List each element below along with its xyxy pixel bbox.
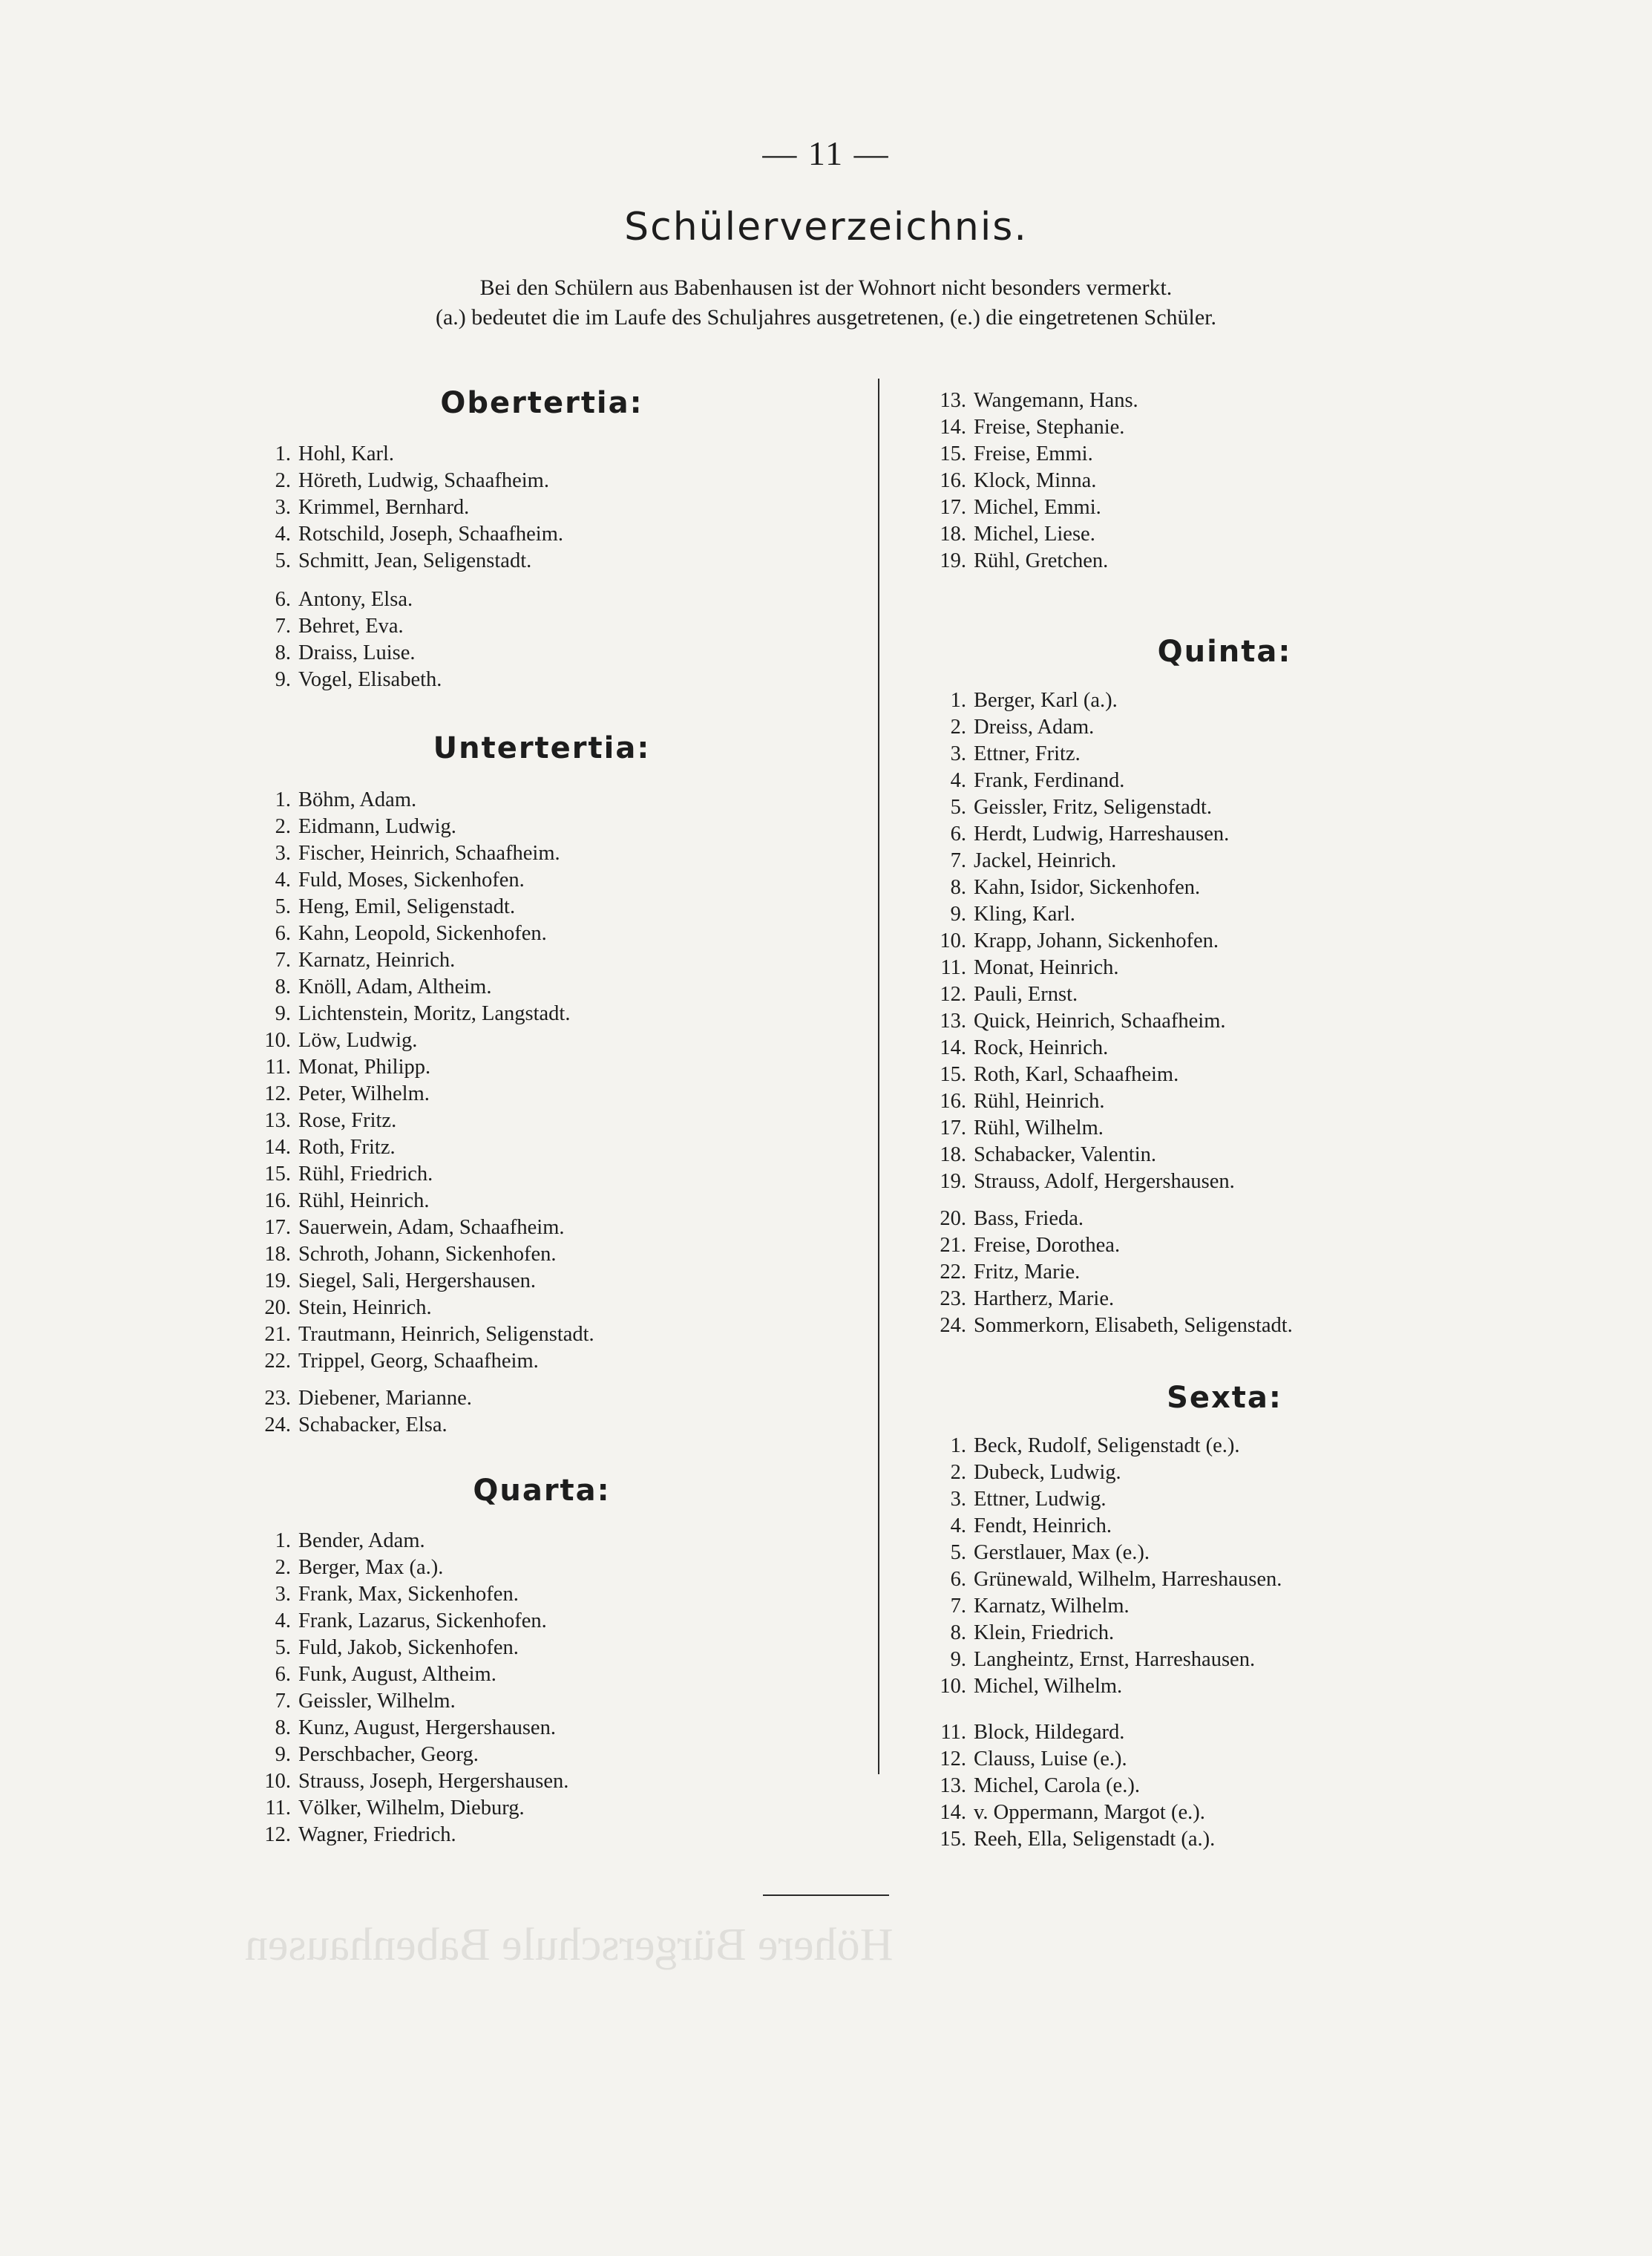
list-obertertia-boys bbox=[245, 441, 563, 575]
student-name: Knöll, Adam, Altheim. bbox=[298, 975, 492, 998]
entry-number: 4. bbox=[275, 869, 291, 892]
student-name: Löw, Ludwig. bbox=[298, 1029, 418, 1052]
student-entry bbox=[920, 901, 1235, 928]
entry-number: 5. bbox=[275, 549, 291, 572]
student-name: Michel, Carola (e.). bbox=[974, 1774, 1140, 1797]
entry-number: 16. bbox=[264, 1189, 291, 1212]
entry-number: 13. bbox=[940, 1774, 966, 1797]
entry-number: 14. bbox=[940, 416, 966, 439]
student-name: Geissler, Fritz, Seligenstadt. bbox=[974, 796, 1213, 819]
student-entry bbox=[920, 794, 1235, 821]
student-name: Trautmann, Heinrich, Seligenstadt. bbox=[298, 1323, 594, 1346]
list-quarta bbox=[245, 1528, 568, 1848]
student-entry bbox=[245, 613, 442, 640]
student-name: Bender, Adam. bbox=[298, 1529, 425, 1552]
entry-number: 18. bbox=[264, 1243, 291, 1266]
student-entry bbox=[245, 1581, 568, 1608]
entry-number: 8. bbox=[950, 876, 966, 899]
student-entry bbox=[920, 1088, 1235, 1115]
entry-number: 16. bbox=[940, 1090, 966, 1113]
entry-number: 17. bbox=[264, 1216, 291, 1239]
student-entry bbox=[920, 1746, 1215, 1773]
student-entry bbox=[245, 1001, 594, 1027]
entry-number: 1. bbox=[275, 442, 291, 465]
student-entry bbox=[920, 1620, 1282, 1647]
entry-number: 8. bbox=[275, 641, 291, 664]
entry-number: 7. bbox=[275, 1690, 291, 1713]
student-name: Michel, Liese. bbox=[974, 523, 1095, 546]
student-entry bbox=[245, 1161, 594, 1188]
student-name: Monat, Philipp. bbox=[298, 1056, 431, 1079]
entry-number: 5. bbox=[950, 1541, 966, 1564]
entry-number: 21. bbox=[264, 1323, 291, 1346]
entry-number: 6. bbox=[950, 823, 966, 846]
entry-number: 15. bbox=[940, 442, 966, 465]
entry-number: 9. bbox=[275, 1743, 291, 1766]
student-entry bbox=[920, 1259, 1293, 1286]
entry-number: 22. bbox=[264, 1350, 291, 1373]
student-entry bbox=[245, 1608, 568, 1635]
student-name: Behret, Eva. bbox=[298, 615, 404, 638]
list-sexta-boys bbox=[920, 1433, 1282, 1700]
entry-number: 6. bbox=[275, 922, 291, 945]
student-entry bbox=[920, 1719, 1215, 1746]
student-entry bbox=[920, 928, 1235, 955]
student-name: Gerstlauer, Max (e.). bbox=[974, 1541, 1150, 1564]
entry-number: 13. bbox=[264, 1109, 291, 1132]
student-entry bbox=[920, 1673, 1282, 1700]
heading-untertertia: Untertertia: bbox=[433, 731, 651, 765]
student-entry bbox=[245, 1188, 594, 1214]
student-entry bbox=[245, 1742, 568, 1768]
student-name: Wangemann, Hans. bbox=[974, 389, 1138, 412]
student-entry bbox=[920, 494, 1138, 521]
entry-number: 24. bbox=[940, 1314, 966, 1337]
student-entry bbox=[245, 1108, 594, 1134]
student-entry bbox=[920, 1799, 1215, 1826]
student-entry bbox=[920, 1647, 1282, 1673]
student-name: Karnatz, Wilhelm. bbox=[974, 1595, 1130, 1618]
student-name: Roth, Fritz. bbox=[298, 1136, 396, 1159]
student-entry bbox=[920, 1206, 1293, 1232]
student-entry bbox=[920, 981, 1235, 1008]
entry-number: 17. bbox=[940, 1116, 966, 1140]
student-name: Rühl, Heinrich. bbox=[298, 1189, 430, 1212]
student-entry bbox=[920, 1062, 1235, 1088]
entry-number: 15. bbox=[940, 1828, 966, 1851]
entry-number: 3. bbox=[275, 1583, 291, 1606]
student-entry bbox=[245, 1635, 568, 1661]
list-sexta-girls bbox=[920, 1719, 1215, 1853]
student-name: Strauss, Joseph, Hergershausen. bbox=[298, 1770, 569, 1793]
entry-number: 15. bbox=[264, 1163, 291, 1186]
entry-number: 2. bbox=[950, 1461, 966, 1484]
student-name: Freise, Emmi. bbox=[974, 442, 1093, 465]
student-entry bbox=[245, 586, 442, 613]
show-through-text: Höhere Bürgerschule Babenhausen bbox=[245, 1920, 894, 1970]
student-entry bbox=[920, 1566, 1282, 1593]
entry-number: 8. bbox=[950, 1621, 966, 1644]
entry-number: 24. bbox=[264, 1413, 291, 1436]
entry-number: 23. bbox=[264, 1387, 291, 1410]
student-entry bbox=[245, 1795, 568, 1822]
entry-number: 17. bbox=[940, 496, 966, 519]
student-entry bbox=[920, 1593, 1282, 1620]
entry-number: 13. bbox=[940, 1010, 966, 1033]
entry-number: 20. bbox=[264, 1296, 291, 1319]
entry-number: 7. bbox=[275, 949, 291, 972]
entry-number: 22. bbox=[940, 1261, 966, 1284]
student-name: Wagner, Friedrich. bbox=[298, 1823, 456, 1846]
student-name: Sommerkorn, Elisabeth, Seligenstadt. bbox=[974, 1314, 1293, 1337]
student-name: Monat, Heinrich. bbox=[974, 956, 1119, 979]
student-entry bbox=[245, 814, 594, 840]
student-entry bbox=[920, 521, 1138, 548]
student-name: Fischer, Heinrich, Schaafheim. bbox=[298, 842, 560, 865]
student-entry bbox=[920, 1286, 1293, 1312]
student-name: Kahn, Leopold, Sickenhofen. bbox=[298, 922, 547, 945]
entry-number: 6. bbox=[275, 588, 291, 611]
entry-number: 7. bbox=[275, 615, 291, 638]
student-name: Perschbacher, Georg. bbox=[298, 1743, 479, 1766]
student-entry bbox=[245, 947, 594, 974]
entry-number: 5. bbox=[275, 895, 291, 918]
page-number: — 11 — bbox=[762, 134, 890, 172]
student-entry bbox=[920, 468, 1138, 494]
student-entry bbox=[245, 840, 594, 867]
entry-number: 12. bbox=[264, 1823, 291, 1846]
list-quinta-boys bbox=[920, 687, 1235, 1195]
student-name: Schroth, Johann, Sickenhofen. bbox=[298, 1243, 557, 1266]
student-entry bbox=[920, 687, 1235, 714]
entry-number: 9. bbox=[275, 668, 291, 691]
entry-number: 13. bbox=[940, 389, 966, 412]
student-name: Roth, Karl, Schaafheim. bbox=[974, 1063, 1179, 1086]
entry-number: 3. bbox=[950, 1488, 966, 1511]
entry-number: 12. bbox=[940, 1747, 966, 1771]
entry-number: 16. bbox=[940, 469, 966, 492]
entry-number: 6. bbox=[275, 1663, 291, 1686]
entry-number: 11. bbox=[940, 1721, 966, 1744]
student-entry bbox=[920, 1513, 1282, 1540]
entry-number: 9. bbox=[950, 903, 966, 926]
entry-number: 11. bbox=[940, 956, 966, 979]
student-name: Bass, Frieda. bbox=[974, 1207, 1084, 1230]
entry-number: 15. bbox=[940, 1063, 966, 1086]
entry-number: 12. bbox=[940, 983, 966, 1006]
student-name: Dreiss, Adam. bbox=[974, 716, 1095, 739]
entry-number: 14. bbox=[264, 1136, 291, 1159]
student-entry bbox=[245, 1528, 568, 1554]
student-entry bbox=[920, 1115, 1235, 1142]
entry-number: 23. bbox=[940, 1287, 966, 1310]
entry-number: 8. bbox=[275, 1716, 291, 1739]
student-entry bbox=[245, 441, 563, 468]
student-name: Klock, Minna. bbox=[974, 469, 1097, 492]
entry-number: 9. bbox=[275, 1002, 291, 1025]
student-name: Michel, Wilhelm. bbox=[974, 1675, 1123, 1698]
entry-number: 2. bbox=[275, 815, 291, 838]
student-entry bbox=[245, 1295, 594, 1321]
heading-obertertia: Obertertia: bbox=[440, 386, 643, 420]
entry-number: 9. bbox=[950, 1648, 966, 1671]
entry-number: 19. bbox=[940, 549, 966, 572]
student-entry bbox=[920, 414, 1138, 441]
student-entry bbox=[920, 1486, 1282, 1513]
student-entry bbox=[920, 1540, 1282, 1566]
student-name: Schabacker, Elsa. bbox=[298, 1413, 448, 1436]
student-name: Heng, Emil, Seligenstadt. bbox=[298, 895, 516, 918]
student-name: Kunz, August, Hergershausen. bbox=[298, 1716, 556, 1739]
student-name: Rose, Fritz. bbox=[298, 1109, 397, 1132]
entry-number: 1. bbox=[950, 689, 966, 712]
entry-number: 10. bbox=[940, 1675, 966, 1698]
column-divider bbox=[878, 379, 879, 1774]
entry-number: 19. bbox=[940, 1170, 966, 1193]
entry-number: 5. bbox=[950, 796, 966, 819]
entry-number: 10. bbox=[940, 929, 966, 952]
student-name: Rock, Heinrich. bbox=[974, 1036, 1109, 1059]
heading-quarta: Quarta: bbox=[473, 1474, 611, 1508]
entry-number: 18. bbox=[940, 523, 966, 546]
student-entry bbox=[920, 441, 1138, 468]
student-entry bbox=[245, 1268, 594, 1295]
student-name: Herdt, Ludwig, Harreshausen. bbox=[974, 823, 1230, 846]
student-entry bbox=[920, 1312, 1293, 1339]
student-entry bbox=[920, 955, 1235, 981]
student-name: Strauss, Adolf, Hergershausen. bbox=[974, 1170, 1235, 1193]
entry-number: 6. bbox=[950, 1568, 966, 1591]
student-entry bbox=[920, 874, 1235, 901]
student-entry bbox=[245, 1214, 594, 1241]
student-entry bbox=[245, 1321, 594, 1348]
student-name: Berger, Max (a.). bbox=[298, 1556, 444, 1579]
entry-number: 3. bbox=[275, 842, 291, 865]
entry-number: 1. bbox=[275, 1529, 291, 1552]
student-entry bbox=[920, 1433, 1282, 1459]
list-untertertia-girls bbox=[245, 1385, 472, 1439]
entry-number: 10. bbox=[264, 1770, 291, 1793]
student-entry bbox=[245, 667, 442, 693]
student-entry bbox=[245, 1027, 594, 1054]
student-entry bbox=[920, 848, 1235, 874]
student-entry bbox=[245, 468, 563, 494]
student-name: Rühl, Gretchen. bbox=[974, 549, 1109, 572]
note-residence: Bei den Schülern aus Babenhausen ist der Wohnort nicht besonders vermerkt. bbox=[479, 275, 1173, 300]
student-name: Diebener, Marianne. bbox=[298, 1387, 472, 1410]
student-entry bbox=[245, 1134, 594, 1161]
student-entry bbox=[920, 1035, 1235, 1062]
student-name: Fendt, Heinrich. bbox=[974, 1514, 1112, 1537]
student-name: v. Oppermann, Margot (e.). bbox=[974, 1801, 1205, 1824]
student-name: Jackel, Heinrich. bbox=[974, 849, 1117, 872]
student-entry bbox=[245, 1554, 568, 1581]
student-name: Karnatz, Heinrich. bbox=[298, 949, 456, 972]
student-entry bbox=[245, 1054, 594, 1081]
student-entry bbox=[245, 1348, 594, 1375]
student-entry bbox=[245, 1081, 594, 1108]
student-name: Berger, Karl (a.). bbox=[974, 689, 1118, 712]
student-name: Beck, Rudolf, Seligenstadt (e.). bbox=[974, 1434, 1240, 1457]
student-name: Rühl, Friedrich. bbox=[298, 1163, 433, 1186]
entry-number: 11. bbox=[265, 1056, 291, 1079]
student-entry bbox=[245, 921, 594, 947]
student-name: Pauli, Ernst. bbox=[974, 983, 1078, 1006]
student-name: Fritz, Marie. bbox=[974, 1261, 1081, 1284]
student-name: Geissler, Wilhelm. bbox=[298, 1690, 456, 1713]
entry-number: 19. bbox=[264, 1269, 291, 1292]
entry-number: 12. bbox=[264, 1082, 291, 1105]
student-name: Rotschild, Joseph, Schaafheim. bbox=[298, 523, 563, 546]
entry-number: 14. bbox=[940, 1036, 966, 1059]
student-name: Böhm, Adam. bbox=[298, 788, 417, 811]
student-name: Stein, Heinrich. bbox=[298, 1296, 432, 1319]
student-name: Peter, Wilhelm. bbox=[298, 1082, 430, 1105]
list-untertertia-boys bbox=[245, 787, 594, 1375]
note-abbreviations: (a.) bedeutet die im Laufe des Schuljahres ausgetretenen, (e.) die eingetretenen Schüler. bbox=[435, 305, 1217, 330]
student-name: Schmitt, Jean, Seligenstadt. bbox=[298, 549, 532, 572]
entry-number: 10. bbox=[264, 1029, 291, 1052]
student-name: Clauss, Luise (e.). bbox=[974, 1747, 1127, 1771]
student-entry bbox=[245, 1688, 568, 1715]
student-name: Frank, Ferdinand. bbox=[974, 769, 1125, 792]
entry-number: 1. bbox=[275, 788, 291, 811]
student-entry bbox=[920, 714, 1235, 741]
entry-number: 4. bbox=[275, 1609, 291, 1632]
student-name: Völker, Wilhelm, Dieburg. bbox=[298, 1796, 525, 1819]
entry-number: 3. bbox=[950, 742, 966, 765]
student-entry bbox=[245, 640, 442, 667]
student-name: Trippel, Georg, Schaafheim. bbox=[298, 1350, 539, 1373]
student-name: Michel, Emmi. bbox=[974, 496, 1101, 519]
student-entry bbox=[245, 974, 594, 1001]
student-entry bbox=[245, 1768, 568, 1795]
student-entry bbox=[920, 548, 1138, 575]
student-name: Fuld, Moses, Sickenhofen. bbox=[298, 869, 525, 892]
entry-number: 11. bbox=[265, 1796, 291, 1819]
end-rule bbox=[763, 1894, 889, 1896]
entry-number: 3. bbox=[275, 496, 291, 519]
student-name: Höreth, Ludwig, Schaafheim. bbox=[298, 469, 549, 492]
student-entry bbox=[920, 821, 1235, 848]
list-obertertia-girls bbox=[245, 586, 442, 693]
student-name: Ettner, Fritz. bbox=[974, 742, 1081, 765]
student-entry bbox=[920, 1459, 1282, 1486]
student-entry bbox=[920, 1168, 1235, 1195]
student-entry bbox=[245, 1822, 568, 1848]
student-name: Kling, Karl. bbox=[974, 903, 1075, 926]
heading-sexta: Sexta: bbox=[1167, 1381, 1282, 1415]
student-name: Dubeck, Ludwig. bbox=[974, 1461, 1121, 1484]
list-quinta-girls bbox=[920, 1206, 1293, 1339]
entry-number: 2. bbox=[275, 1556, 291, 1579]
page-title: Schülerverzeichnis. bbox=[624, 205, 1028, 249]
student-name: Antony, Elsa. bbox=[298, 588, 413, 611]
entry-number: 7. bbox=[950, 1595, 966, 1618]
student-entry bbox=[245, 494, 563, 521]
student-name: Hohl, Karl. bbox=[298, 442, 395, 465]
entry-number: 1. bbox=[950, 1434, 966, 1457]
student-name: Schabacker, Valentin. bbox=[974, 1143, 1157, 1166]
student-entry bbox=[245, 894, 594, 921]
student-entry bbox=[920, 1826, 1215, 1853]
entry-number: 4. bbox=[275, 523, 291, 546]
entry-number: 2. bbox=[950, 716, 966, 739]
student-name: Reeh, Ella, Seligenstadt (a.). bbox=[974, 1828, 1216, 1851]
student-name: Grünewald, Wilhelm, Harreshausen. bbox=[974, 1568, 1282, 1591]
student-entry bbox=[245, 1241, 594, 1268]
student-name: Hartherz, Marie. bbox=[974, 1287, 1115, 1310]
student-name: Ettner, Ludwig. bbox=[974, 1488, 1107, 1511]
student-name: Fuld, Jakob, Sickenhofen. bbox=[298, 1636, 519, 1659]
entry-number: 7. bbox=[950, 849, 966, 872]
student-entry bbox=[920, 768, 1235, 794]
student-name: Sauerwein, Adam, Schaafheim. bbox=[298, 1216, 565, 1239]
heading-quinta: Quinta: bbox=[1157, 635, 1292, 669]
entry-number: 2. bbox=[275, 469, 291, 492]
student-entry bbox=[920, 1142, 1235, 1168]
student-entry bbox=[245, 1385, 472, 1412]
student-name: Quick, Heinrich, Schaafheim. bbox=[974, 1010, 1226, 1033]
student-entry bbox=[920, 1232, 1293, 1259]
entry-number: 21. bbox=[940, 1234, 966, 1257]
student-entry bbox=[245, 1661, 568, 1688]
student-entry bbox=[920, 1773, 1215, 1799]
entry-number: 4. bbox=[950, 769, 966, 792]
student-name: Rühl, Wilhelm. bbox=[974, 1116, 1104, 1140]
student-entry bbox=[245, 1715, 568, 1742]
student-name: Block, Hildegard. bbox=[974, 1721, 1125, 1744]
student-entry bbox=[920, 741, 1235, 768]
student-name: Rühl, Heinrich. bbox=[974, 1090, 1105, 1113]
student-name: Frank, Lazarus, Sickenhofen. bbox=[298, 1609, 547, 1632]
student-entry bbox=[245, 1412, 472, 1439]
student-name: Klein, Friedrich. bbox=[974, 1621, 1115, 1644]
student-name: Funk, August, Altheim. bbox=[298, 1663, 496, 1686]
list-quarta-continued bbox=[920, 388, 1138, 575]
entry-number: 4. bbox=[950, 1514, 966, 1537]
student-name: Frank, Max, Sickenhofen. bbox=[298, 1583, 519, 1606]
student-entry bbox=[245, 787, 594, 814]
student-name: Kahn, Isidor, Sickenhofen. bbox=[974, 876, 1201, 899]
entry-number: 8. bbox=[275, 975, 291, 998]
intro-notes bbox=[0, 273, 1652, 333]
student-name: Freise, Stephanie. bbox=[974, 416, 1125, 439]
student-name: Lichtenstein, Moritz, Langstadt. bbox=[298, 1002, 571, 1025]
student-entry bbox=[245, 548, 563, 575]
student-name: Freise, Dorothea. bbox=[974, 1234, 1121, 1257]
entry-number: 5. bbox=[275, 1636, 291, 1659]
student-name: Vogel, Elisabeth. bbox=[298, 668, 442, 691]
student-entry bbox=[920, 388, 1138, 414]
entry-number: 18. bbox=[940, 1143, 966, 1166]
student-name: Krapp, Johann, Sickenhofen. bbox=[974, 929, 1219, 952]
entry-number: 14. bbox=[940, 1801, 966, 1824]
student-name: Eidmann, Ludwig. bbox=[298, 815, 456, 838]
student-name: Langheintz, Ernst, Harreshausen. bbox=[974, 1648, 1256, 1671]
student-name: Siegel, Sali, Hergershausen. bbox=[298, 1269, 537, 1292]
student-entry bbox=[920, 1008, 1235, 1035]
student-entry bbox=[245, 521, 563, 548]
student-entry bbox=[245, 867, 594, 894]
entry-number: 20. bbox=[940, 1207, 966, 1230]
student-name: Krimmel, Bernhard. bbox=[298, 496, 470, 519]
student-name: Draiss, Luise. bbox=[298, 641, 416, 664]
